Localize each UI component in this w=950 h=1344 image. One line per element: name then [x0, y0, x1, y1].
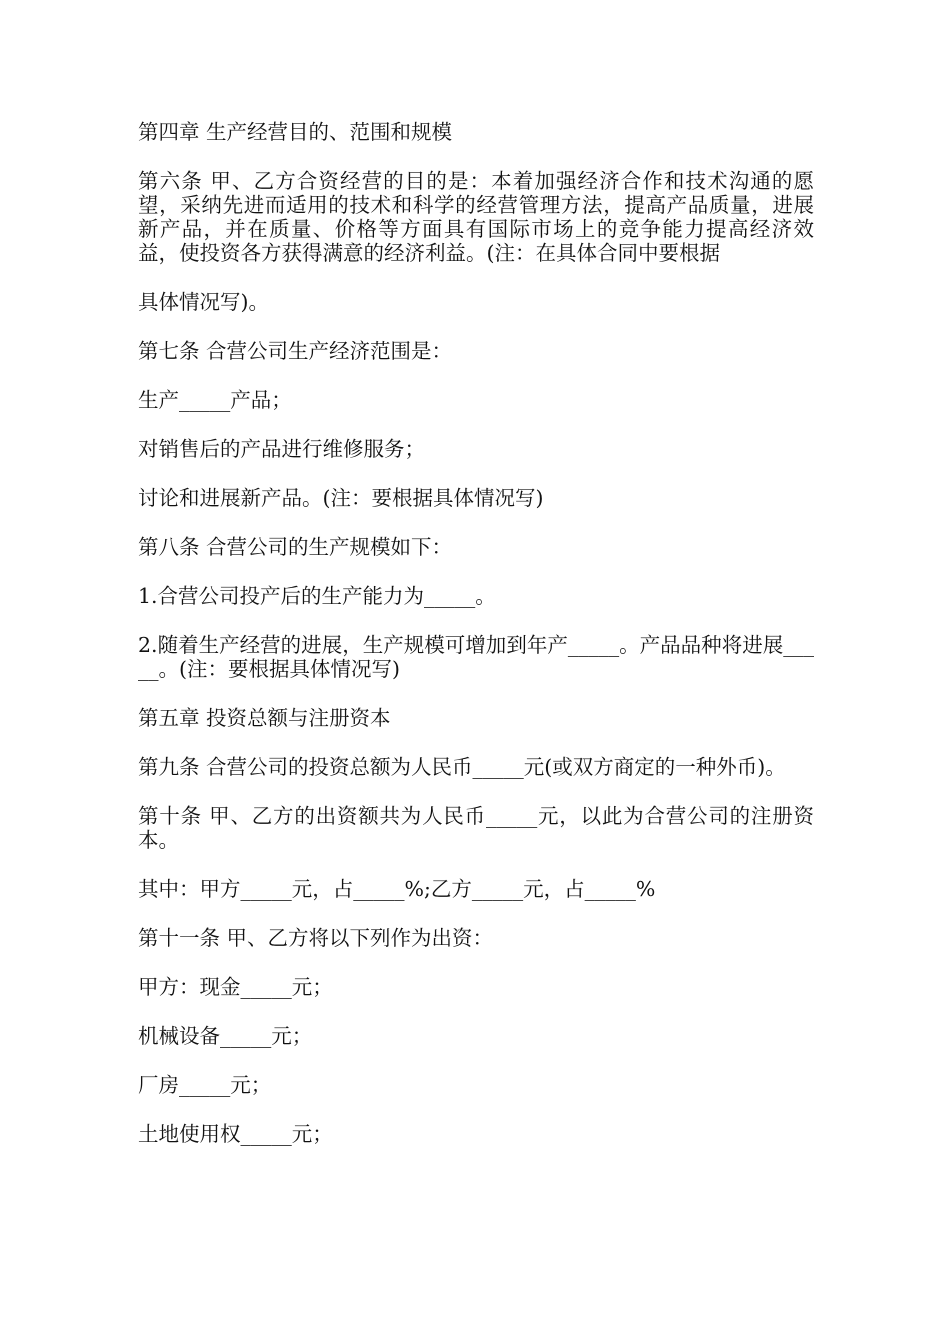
- article-8-item-1: 1.合营公司投产后的生产能力为_____。: [138, 584, 496, 608]
- article-7-item-repair-service: 对销售后的产品进行维修服务；: [138, 437, 425, 461]
- article-8-item-2: 2.随着生产经营的进展，生产规模可增加到年产_____。产品品种将进展_____。(注：要根据具体情况写): [138, 633, 814, 681]
- capital-split-paragraph: 其中：甲方_____元，占_____%;乙方_____元，占_____%: [138, 877, 656, 901]
- chapter-5-heading: 第五章 投资总额与注册资本: [138, 706, 391, 730]
- document-body: [138, 120, 814, 1171]
- machinery-line: 机械设备_____元；: [138, 1024, 313, 1048]
- article-8-heading: 第八条 合营公司的生产规模如下：: [138, 535, 453, 559]
- land-use-right-line: 土地使用权_____元；: [138, 1122, 333, 1146]
- article-7-item-new-products: 讨论和进展新产品。(注：要根据具体情况写): [138, 486, 544, 510]
- article-10-paragraph: 第十条 甲、乙方的出资额共为人民币_____元，以此为合营公司的注册资本。: [138, 804, 814, 852]
- chapter-4-heading: 第四章 生产经营目的、范围和规模: [138, 120, 453, 144]
- factory-building-line: 厂房_____元；: [138, 1073, 272, 1097]
- article-6-continuation: 具体情况写)。: [138, 290, 269, 314]
- party-a-cash-line: 甲方：现金_____元；: [138, 975, 333, 999]
- article-7-item-production: 生产_____产品；: [138, 388, 292, 412]
- article-7-heading: 第七条 合营公司生产经济范围是：: [138, 339, 453, 363]
- article-6-paragraph: 第六条 甲、乙方合资经营的目的是：本着加强经济合作和技术沟通的愿望，采纳先进而适用的技术和科学的经营管理方法，提高产品质量，进展新产品，并在质量、价格等方面具有国际市场上的竞争能力提高经济效益，使投资各方获得满意的经济利益。(注：在具体合同中要根据: [138, 169, 814, 265]
- article-9-paragraph: 第九条 合营公司的投资总额为人民币_____元(或双方商定的一种外币)。: [138, 755, 786, 779]
- article-11-heading: 第十一条 甲、乙方将以下列作为出资：: [138, 926, 494, 950]
